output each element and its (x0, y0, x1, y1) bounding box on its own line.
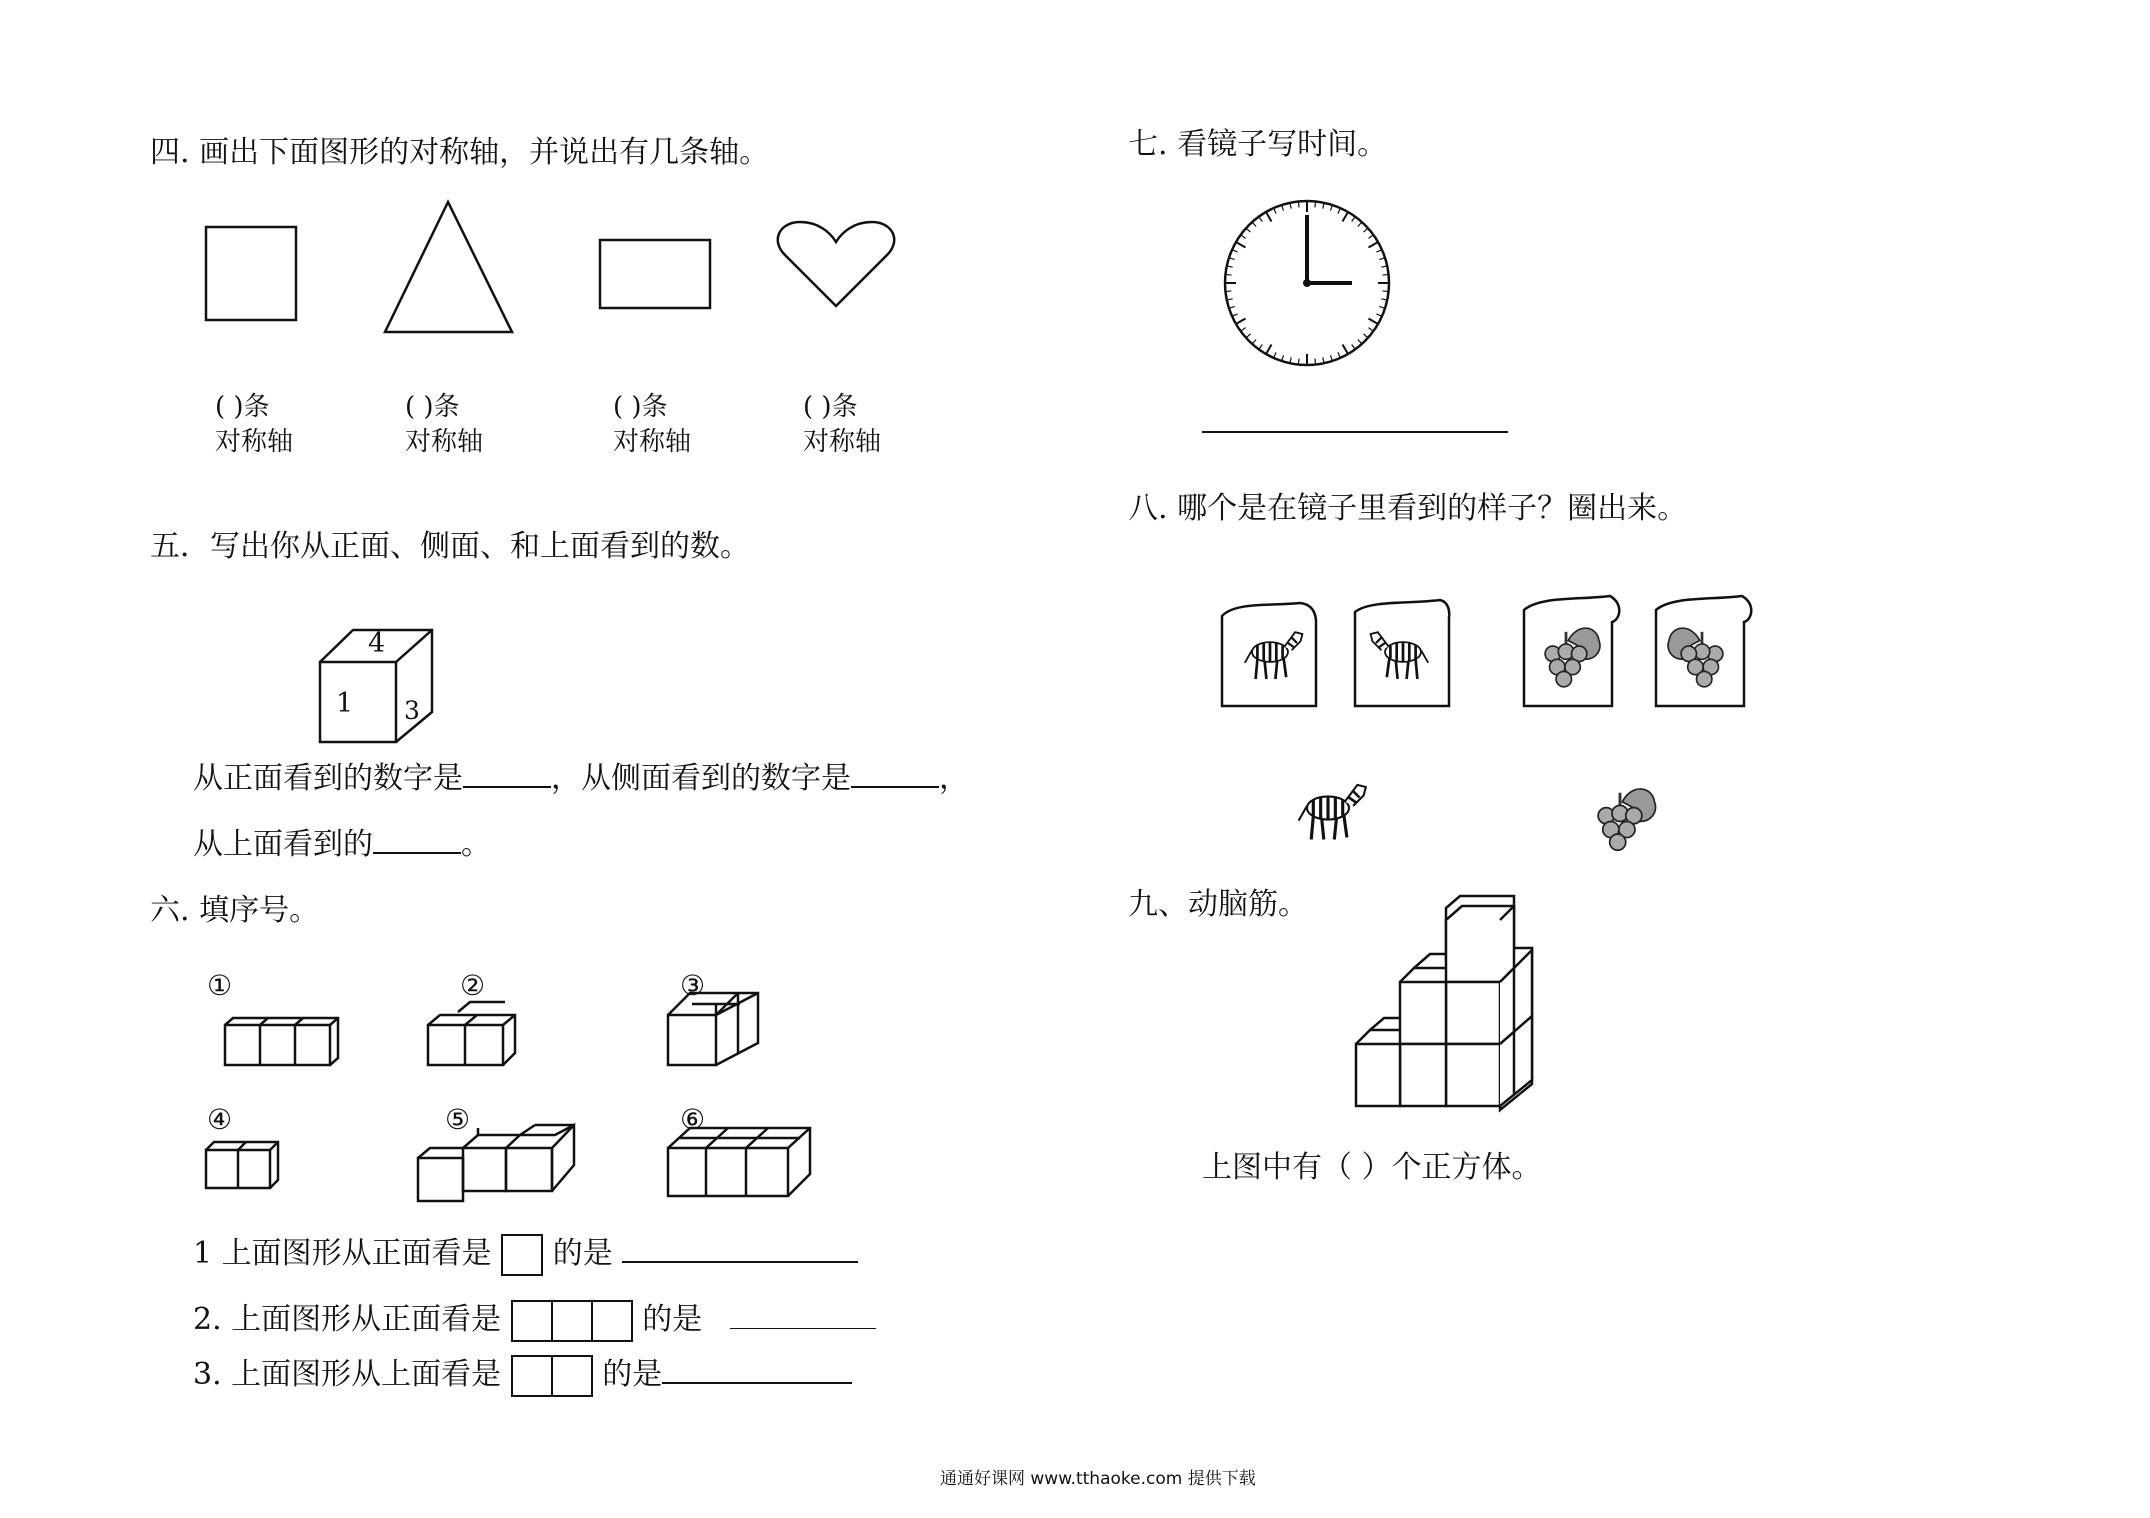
section-seven-title: 七. 看镜子写时间。 (1128, 127, 1388, 162)
axis-label: 对称轴 (405, 427, 484, 458)
figure-label-4: ④ (207, 1103, 233, 1136)
axis-count-blank[interactable]: ( )条 (405, 392, 460, 422)
q1-text-b: ，从侧面看到的数字是 (551, 761, 851, 796)
q1-text-a: 从正面看到的数字是 (193, 761, 463, 796)
axis-count-blank[interactable]: ( )条 (215, 392, 270, 422)
page-footer: 通通好课网 www.tthaoke.com 提供下载 (940, 1469, 1256, 1489)
cube-top-number: 4 (368, 628, 386, 659)
figure-label-1: ① (207, 969, 233, 1002)
cube-side-number: 3 (404, 696, 420, 725)
cube-front-number: 1 (336, 688, 354, 719)
section-four-title: 四. 画出下面图形的对称轴，并说出有几条轴。 (150, 135, 770, 170)
q1-text-c: ， (939, 761, 969, 796)
q2-text: 2. 上面图形从正面看是 (193, 1302, 502, 1337)
axis-count-blank[interactable]: ( )条 (613, 392, 668, 422)
q3-text: 3. 上面图形从上面看是 (193, 1357, 502, 1392)
q1-text: 1 上面图形从正面看是 (193, 1236, 492, 1271)
section-nine-question: 上图中有（ ）个正方体。 (1202, 1150, 1542, 1185)
axis-label: 对称轴 (613, 427, 692, 458)
axis-count-blank[interactable]: ( )条 (803, 392, 858, 422)
axis-label: 对称轴 (803, 427, 882, 458)
figure-label-6: ⑥ (680, 1103, 706, 1136)
q1-suffix: 的是 (552, 1236, 613, 1271)
section-eight-title: 八. 哪个是在镜子里看到的样子？圈出来。 (1128, 491, 1688, 526)
axis-label: 对称轴 (215, 427, 294, 458)
q2-text-b: 。 (461, 827, 491, 862)
figure-label-3: ③ (680, 969, 706, 1002)
figure-label-5: ⑤ (445, 1103, 471, 1136)
section-five-title: 五．写出你从正面、侧面、和上面看到的数。 (150, 529, 750, 564)
section-nine-title: 九、动脑筋。 (1128, 887, 1308, 922)
q2-text-a: 从上面看到的 (193, 827, 373, 862)
q2-suffix: 的是 (642, 1302, 703, 1337)
q3-suffix: 的是 (602, 1357, 663, 1392)
section-six-title: 六. 填序号。 (150, 893, 320, 928)
figure-label-2: ② (460, 969, 486, 1002)
